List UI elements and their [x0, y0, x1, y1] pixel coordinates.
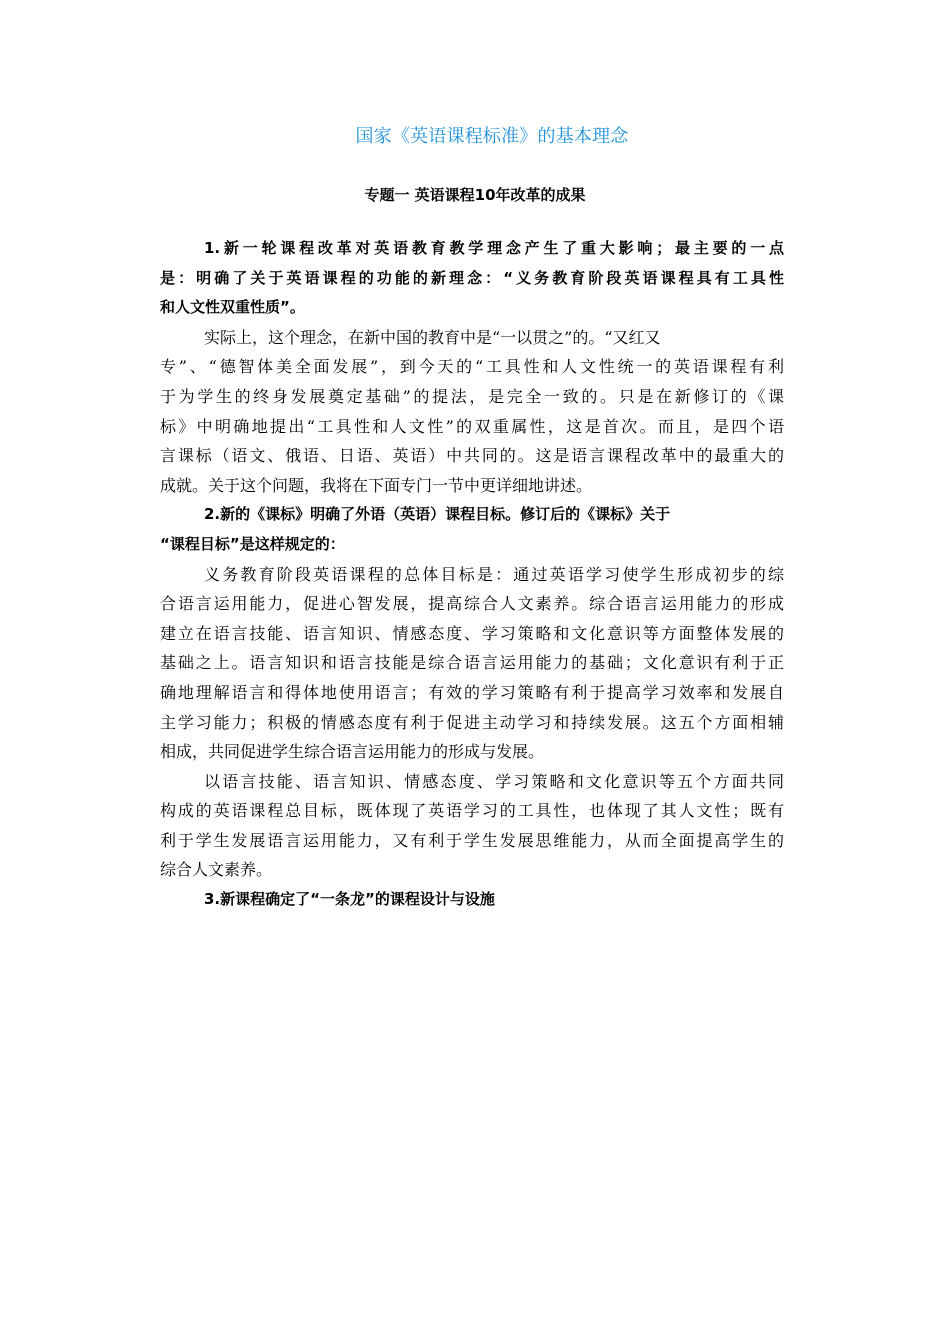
paragraph-line: 综合人文素养。	[160, 860, 273, 880]
paragraph-line: 和人文性双重性质”。	[160, 298, 305, 317]
document-title: 国家《英语课程标准》的基本理念	[355, 126, 629, 147]
paragraph-line: “课程目标”是这样规定的：	[160, 534, 345, 553]
paragraph-line: 实际上，这个理念，在新中国的教育中是“一以贯之”的。“又红又	[204, 327, 661, 347]
paragraph-line: 利于学生发展语言运用能力，又有利于学生发展思维能力，从而全面提高学生的	[160, 830, 784, 850]
paragraph-line: 构成的英语课程总目标，既体现了英语学习的工具性，也体现了其人文性；既有	[160, 801, 784, 821]
document-subtitle: 专题一 英语课程10年改革的成果	[364, 186, 586, 204]
paragraph-line: 言课标（语文、俄语、日语、英语）中共同的。这是语言课程改革中的最重大的	[160, 446, 784, 466]
paragraph-line: 是：明确了关于英语课程的功能的新理念：“义务教育阶段英语课程具有工具性	[160, 268, 784, 287]
paragraph-line: 合语言运用能力，促进心智发展，提高综合人文素养。综合语言运用能力的形成	[160, 594, 784, 614]
paragraph-line: 主学习能力；积极的情感态度有利于促进主动学习和持续发展。这五个方面相辅	[160, 712, 784, 732]
paragraph-line: 建立在语言技能、语言知识、情感态度、学习策略和文化意识等方面整体发展的	[160, 623, 784, 643]
paragraph-line: 3.新课程确定了“一条龙”的课程设计与设施	[204, 890, 495, 909]
paragraph-line: 相成，共同促进学生综合语言运用能力的形成与发展。	[160, 742, 545, 762]
paragraph-line: 基础之上。语言知识和语言技能是综合语言运用能力的基础；文化意识有利于正	[160, 653, 784, 673]
paragraph-line: 2.新的《课标》明确了外语（英语）课程目标。修订后的《课标》关于	[204, 505, 671, 524]
paragraph-line: 于为学生的终身发展奠定基础”的提法，是完全一致的。只是在新修订的《课	[160, 386, 784, 406]
paragraph-line: 成就。关于这个问题，我将在下面专门一节中更详细地讲述。	[160, 475, 593, 495]
paragraph-line: 标》中明确地提出“工具性和人文性”的双重属性，这是首次。而且，是四个语	[160, 416, 784, 436]
paragraph-line: 专”、“德智体美全面发展”，到今天的“工具性和人文性统一的英语课程有利	[160, 357, 784, 377]
paragraph-line: 义务教育阶段英语课程的总体目标是：通过英语学习使学生形成初步的综	[204, 564, 784, 584]
paragraph-line: 确地理解语言和得体地使用语言；有效的学习策略有利于提高学习效率和发展自	[160, 682, 784, 702]
paragraph-line: 1.新一轮课程改革对英语教育教学理念产生了重大影响；最主要的一点	[204, 239, 784, 257]
document-body	[160, 234, 784, 915]
paragraph-line: 以语言技能、语言知识、情感态度、学习策略和文化意识等五个方面共同	[204, 771, 784, 791]
